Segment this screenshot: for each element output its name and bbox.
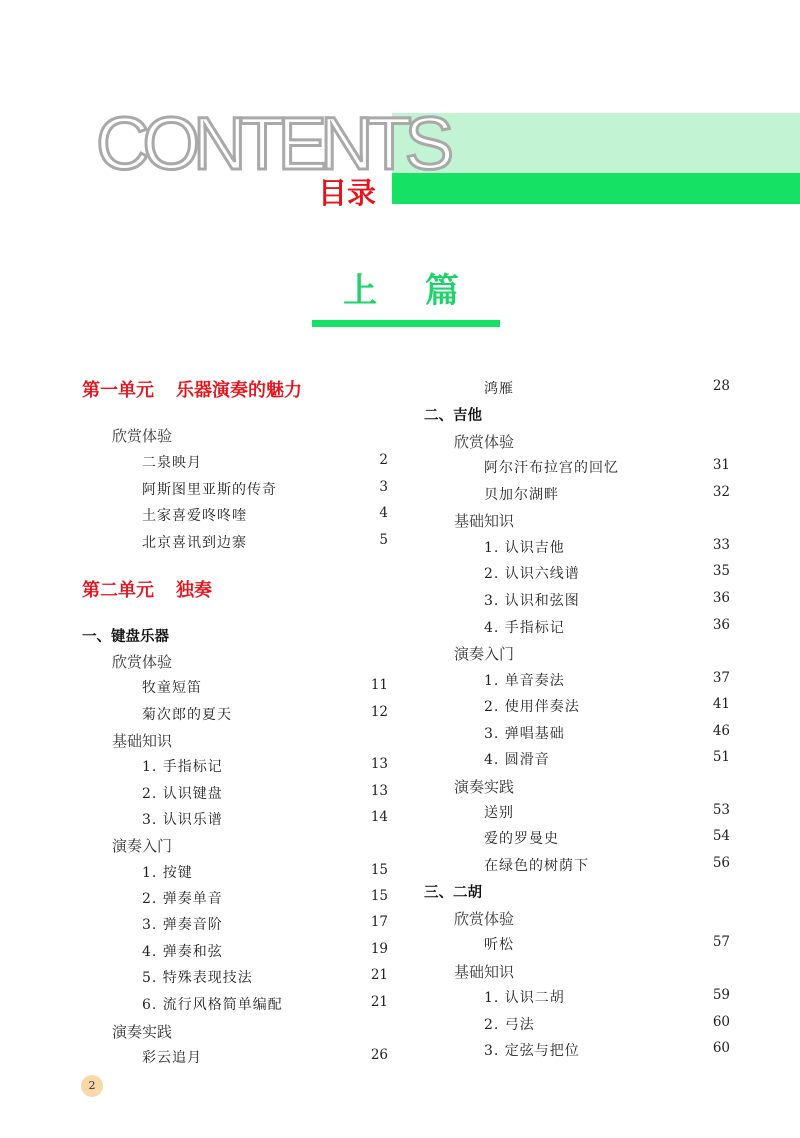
entry-page: 4: [379, 505, 388, 521]
entry-page: 46: [712, 723, 730, 739]
entry-title: 1. 单音奏法: [484, 673, 565, 689]
entry-title: 2. 认识六线谱: [484, 566, 580, 582]
category-heading: 欣赏体验: [112, 653, 173, 671]
entry-page: 28: [712, 378, 730, 394]
entry-title: 爱的罗曼史: [484, 831, 559, 847]
entry-page: 56: [712, 855, 730, 871]
unit-heading: [82, 376, 388, 402]
unit-title: 乐器演奏的魅力: [176, 380, 302, 401]
category-heading: 演奏入门: [454, 645, 515, 663]
entry-title: 2. 使用伴奏法: [484, 699, 580, 715]
toc-entry: [82, 941, 388, 961]
entry-title: 北京喜讯到边寨: [142, 535, 247, 551]
entry-title: 4. 手指标记: [484, 620, 565, 636]
toc-entry: [424, 670, 730, 690]
toc-entry: [82, 994, 388, 1014]
category-heading: 基础知识: [454, 512, 515, 530]
entry-title: 鸿雁: [484, 381, 514, 397]
toc-entry: [82, 677, 388, 697]
entry-page: 57: [712, 934, 730, 950]
entry-page: 21: [370, 967, 388, 983]
entry-page: 60: [712, 1040, 730, 1056]
entry-page: 33: [712, 537, 730, 553]
entry-title: 4. 圆滑音: [484, 752, 550, 768]
entry-page: 31: [712, 457, 730, 473]
toc-entry: [424, 378, 730, 398]
toc-entry: [82, 1047, 388, 1067]
toc-entry: [82, 479, 388, 499]
entry-page: 15: [370, 888, 388, 904]
entry-page: 53: [712, 802, 730, 818]
entry-title: 5. 特殊表现技法: [142, 970, 253, 986]
toc-entry: [82, 783, 388, 803]
entry-page: 21: [370, 994, 388, 1010]
entry-page: 3: [379, 479, 388, 495]
entry-page: 13: [370, 783, 388, 799]
category-heading: 欣赏体验: [112, 427, 173, 445]
toc-entry: [424, 855, 730, 875]
entry-title: 1. 手指标记: [142, 759, 223, 775]
toc-entry: [424, 457, 730, 477]
entry-title: 阿尔汗布拉宫的回忆: [484, 460, 619, 476]
header-band-dark: [392, 173, 800, 204]
toc-entry: [82, 704, 388, 724]
section-heading: 三、二胡: [424, 885, 482, 901]
entry-title: 2. 认识键盘: [142, 786, 223, 802]
entry-title: 贝加尔湖畔: [484, 487, 559, 503]
entry-title: 听松: [484, 937, 514, 953]
category-heading: 演奏实践: [112, 1023, 173, 1041]
entry-page: 32: [712, 484, 730, 500]
entry-page: 36: [712, 590, 730, 606]
category-heading: 基础知识: [454, 963, 515, 981]
contents-heading: CONTENTS: [96, 102, 447, 185]
category-heading: 欣赏体验: [454, 910, 515, 928]
entry-page: 35: [712, 563, 730, 579]
entry-title: 1. 认识二胡: [484, 990, 565, 1006]
entry-page: 15: [370, 862, 388, 878]
toc-entry: [82, 862, 388, 882]
entry-title: 2. 弹奏单音: [142, 891, 223, 907]
toc-entry: [424, 828, 730, 848]
category-heading: 演奏实践: [454, 778, 515, 796]
entry-page: 51: [712, 749, 730, 765]
entry-page: 2: [379, 452, 388, 468]
toc-entry: [82, 914, 388, 934]
entry-title: 菊次郎的夏天: [142, 707, 232, 723]
toc-entry: [424, 1014, 730, 1034]
toc-entry: [82, 532, 388, 552]
entry-title: 3. 弹奏音阶: [142, 917, 223, 933]
entry-title: 3. 认识乐谱: [142, 812, 223, 828]
entry-page: 54: [712, 828, 730, 844]
toc-entry: [82, 888, 388, 908]
toc-entry: [424, 617, 730, 637]
category-heading: 基础知识: [112, 732, 173, 750]
toc-entry: [82, 809, 388, 829]
toc-entry: [424, 563, 730, 583]
entry-page: 17: [370, 914, 388, 930]
part-title-underline: [312, 320, 500, 327]
entry-title: 土家喜爱咚咚喹: [142, 508, 247, 524]
section-heading: 一、键盘乐器: [82, 629, 169, 645]
toc-entry: [424, 696, 730, 716]
entry-title: 二泉映月: [142, 455, 202, 471]
entry-page: 37: [712, 670, 730, 686]
entry-title: 3. 认识和弦图: [484, 593, 580, 609]
entry-title: 4. 弹奏和弦: [142, 944, 223, 960]
unit-number: 第一单元: [82, 380, 154, 401]
unit-heading: [82, 576, 388, 602]
entry-page: 59: [712, 987, 730, 1003]
entry-title: 1. 按键: [142, 865, 193, 881]
entry-page: 14: [370, 809, 388, 825]
toc-entry: [82, 505, 388, 525]
entry-page: 11: [370, 677, 388, 693]
category-heading: 欣赏体验: [454, 433, 515, 451]
category-heading: 演奏入门: [112, 837, 173, 855]
entry-page: 41: [712, 696, 730, 712]
entry-title: 6. 流行风格简单编配: [142, 997, 283, 1013]
toc-entry: [82, 756, 388, 776]
header-band-light: [392, 113, 800, 173]
unit-number: 第二单元: [82, 580, 154, 601]
entry-page: 60: [712, 1014, 730, 1030]
entry-page: 13: [370, 756, 388, 772]
toc-entry: [424, 987, 730, 1007]
entry-title: 在绿色的树荫下: [484, 858, 589, 874]
toc-entry: [424, 1040, 730, 1060]
section-heading: 二、吉他: [424, 408, 482, 424]
entry-page: 36: [712, 617, 730, 633]
entry-title: 送别: [484, 805, 514, 821]
toc-entry: [424, 590, 730, 610]
entry-page: 12: [370, 704, 388, 720]
toc-entry: [424, 934, 730, 954]
entry-page: 5: [379, 532, 388, 548]
toc-entry: [424, 723, 730, 743]
entry-title: 彩云追月: [142, 1050, 202, 1066]
mulu-heading: 目录: [318, 176, 377, 210]
entry-title: 1. 认识吉他: [484, 540, 565, 556]
page-number: 2: [81, 1075, 103, 1097]
entry-page: 19: [370, 941, 388, 957]
unit-title: 独奏: [176, 580, 212, 601]
toc-entry: [424, 802, 730, 822]
entry-title: 阿斯图里亚斯的传奇: [142, 482, 277, 498]
entry-title: 3. 定弦与把位: [484, 1043, 580, 1059]
toc-entry: [424, 484, 730, 504]
entry-title: 3. 弹唱基础: [484, 726, 565, 742]
entry-page: 26: [370, 1047, 388, 1063]
toc-entry: [424, 537, 730, 557]
entry-title: 牧童短笛: [142, 680, 202, 696]
toc-entry: [82, 967, 388, 987]
toc-entry: [82, 452, 388, 472]
part-title: 上 篇: [343, 271, 477, 311]
entry-title: 2. 弓法: [484, 1017, 535, 1033]
toc-entry: [424, 749, 730, 769]
